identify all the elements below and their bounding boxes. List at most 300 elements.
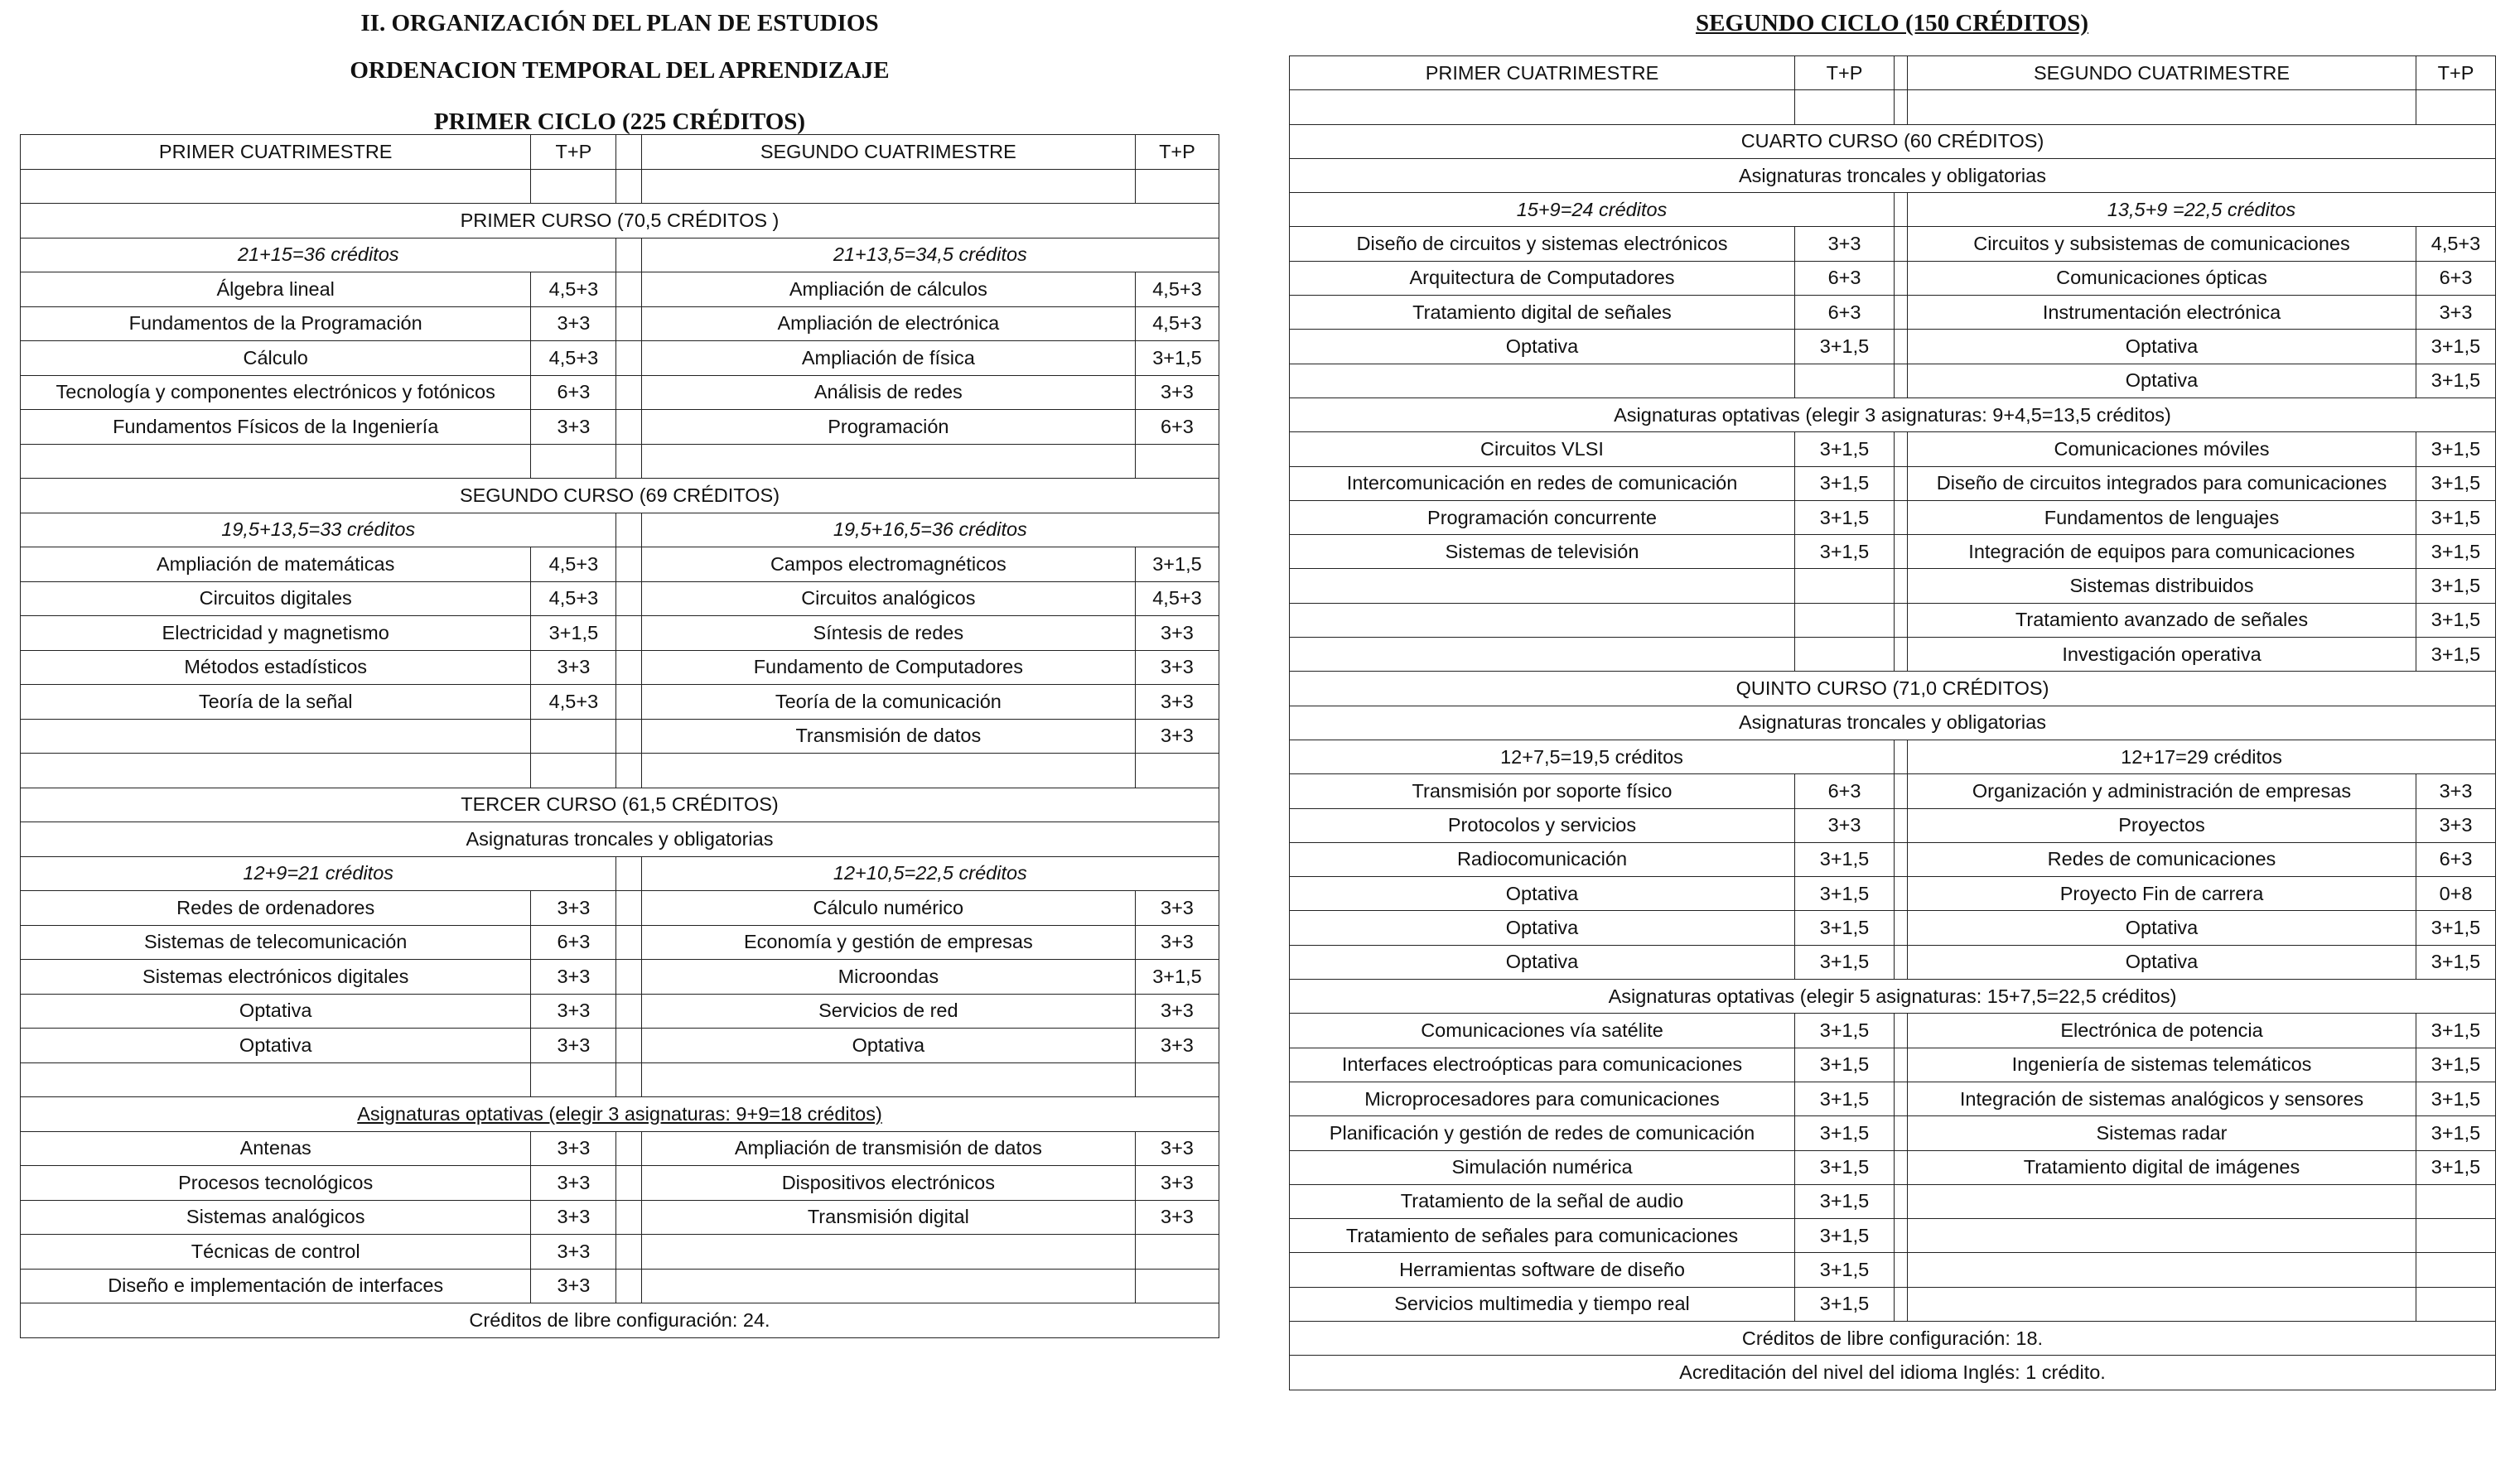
spacer-cell (1895, 1014, 1908, 1048)
section-row (1290, 1356, 2496, 1390)
subject-name (1908, 1219, 2416, 1253)
table-row (21, 1029, 1219, 1063)
subject-name: Economía y gestión de empresas (641, 925, 1135, 960)
subject-name: Arquitectura de Computadores (1290, 261, 1795, 295)
credits-row (1290, 740, 2496, 773)
subject-name: Proyectos (1908, 808, 2416, 842)
subject-name: Microondas (641, 960, 1135, 995)
table-row (21, 650, 1219, 685)
subject-hours: 3+1,5 (1795, 535, 1895, 569)
subject-hours (1795, 638, 1895, 672)
spacer-cell (616, 856, 641, 891)
subject-name: Ampliación de transmisión de datos (641, 1131, 1135, 1166)
table-row (1290, 877, 2496, 911)
spacer-cell (616, 650, 641, 685)
spacer-cell (1895, 466, 1908, 500)
spacer-cell (616, 719, 641, 754)
subject-name (1908, 1184, 2416, 1218)
spacer-cell (1895, 842, 1908, 876)
table-row (21, 1200, 1219, 1235)
spacer-cell (1895, 1048, 1908, 1082)
empty-cell (616, 169, 641, 204)
subject-name: Servicios multimedia y tiempo real (1290, 1287, 1795, 1321)
spacer-cell (1895, 193, 1908, 227)
subject-hours: 3+3 (1135, 375, 1219, 410)
subject-hours: 3+3 (1135, 719, 1219, 754)
subject-name (1290, 364, 1795, 398)
subject-name: Integración de equipos para comunicaciones (1908, 535, 2416, 569)
spacer-cell (616, 1029, 641, 1063)
column-header-row (21, 135, 1219, 170)
subject-hours (1135, 444, 1219, 479)
subject-name: Radiocomunicación (1290, 842, 1795, 876)
subject-hours: 3+3 (1135, 1200, 1219, 1235)
table-row (21, 891, 1219, 926)
table-row (1290, 603, 2496, 637)
subject-name: Circuitos digitales (21, 581, 531, 616)
subject-hours: 3+1,5 (1795, 1150, 1895, 1184)
spacer-cell (616, 341, 641, 376)
subject-name: Intercomunicación en redes de comunicación (1290, 466, 1795, 500)
subject-name: Síntesis de redes (641, 616, 1135, 651)
subject-name (1290, 638, 1795, 672)
subject-hours: 3+3 (1135, 650, 1219, 685)
credits-label: 19,5+16,5=36 créditos (641, 513, 1219, 547)
subject-hours: 4,5+3 (1135, 272, 1219, 307)
subject-hours: 3+1,5 (1795, 466, 1895, 500)
subject-hours: 3+1,5 (531, 616, 616, 651)
spacer-cell (1895, 364, 1908, 398)
subject-name (641, 1235, 1135, 1270)
spacer-cell (616, 960, 641, 995)
subject-hours: 6+3 (1795, 261, 1895, 295)
spacer-cell (1895, 432, 1908, 466)
subject-name: Teoría de la comunicación (641, 685, 1135, 720)
spacer-cell (616, 754, 641, 788)
subject-hours: 3+1,5 (2416, 1116, 2496, 1150)
spacer-cell (616, 1131, 641, 1166)
subject-hours: 6+3 (1135, 410, 1219, 445)
subject-name: Sistemas analógicos (21, 1200, 531, 1235)
subject-hours: 3+3 (2416, 774, 2496, 808)
subject-hours: 3+1,5 (1795, 1287, 1895, 1321)
subject-name: Transmisión digital (641, 1200, 1135, 1235)
section-label: Asignaturas troncales y obligatorias (1290, 158, 2496, 192)
spacer-cell (1895, 1150, 1908, 1184)
table-row (21, 1269, 1219, 1303)
subject-name: Sistemas radar (1908, 1116, 2416, 1150)
table-row (1290, 296, 2496, 330)
subject-hours: 3+3 (531, 1200, 616, 1235)
section-row (21, 1303, 1219, 1338)
section-label: CUARTO CURSO (60 CRÉDITOS) (1290, 124, 2496, 158)
subject-name: Instrumentación electrónica (1908, 296, 2416, 330)
subject-name: Servicios de red (641, 994, 1135, 1029)
subject-name: Procesos tecnológicos (21, 1166, 531, 1201)
table-row (1290, 500, 2496, 534)
subject-hours: 3+1,5 (1795, 1184, 1895, 1218)
subject-hours: 3+1,5 (2416, 569, 2496, 603)
subject-hours: 3+1,5 (1795, 1116, 1895, 1150)
subject-name (21, 719, 531, 754)
section-row (1290, 980, 2496, 1014)
table-row (1290, 330, 2496, 364)
spacer-cell (616, 135, 641, 170)
subject-name (1290, 603, 1795, 637)
section-row (21, 788, 1219, 822)
credits-label: 21+15=36 créditos (21, 238, 616, 272)
credits-label: 13,5+9 =22,5 créditos (1908, 193, 2496, 227)
subject-hours: 3+3 (1135, 1131, 1219, 1166)
subject-hours: 3+1,5 (2416, 1014, 2496, 1048)
subject-name: Fundamentos de la Programación (21, 306, 531, 341)
subject-hours: 3+1,5 (1795, 432, 1895, 466)
empty-cell (1290, 90, 1795, 124)
table-row (1290, 1184, 2496, 1218)
subject-name: Interfaces electroópticas para comunicaciones (1290, 1048, 1795, 1082)
spacer-cell (1895, 1184, 1908, 1218)
subject-name: Optativa (1908, 945, 2416, 979)
spacer-cell (616, 238, 641, 272)
subject-name: Teoría de la señal (21, 685, 531, 720)
table-row (21, 685, 1219, 720)
empty-cell (2416, 90, 2496, 124)
spacer-cell (616, 1166, 641, 1201)
subject-name: Circuitos VLSI (1290, 432, 1795, 466)
subject-hours: 3+1,5 (2416, 535, 2496, 569)
subject-name (641, 444, 1135, 479)
table-row (1290, 1014, 2496, 1048)
subject-name: Planificación y gestión de redes de comunicación (1290, 1116, 1795, 1150)
subject-hours: 3+3 (531, 410, 616, 445)
subject-hours: 3+3 (1135, 994, 1219, 1029)
subject-name (1908, 1253, 2416, 1287)
subject-name: Tratamiento de señales para comunicaciones (1290, 1219, 1795, 1253)
subject-hours: 3+3 (531, 994, 616, 1029)
subject-name: Redes de ordenadores (21, 891, 531, 926)
subject-hours (1135, 1269, 1219, 1303)
subject-name: Diseño de circuitos y sistemas electrónicos (1290, 227, 1795, 261)
subject-hours: 4,5+3 (531, 547, 616, 582)
table-row (21, 1235, 1219, 1270)
subject-hours: 3+3 (531, 960, 616, 995)
subject-hours (2416, 1287, 2496, 1321)
subject-name: Sistemas electrónicos digitales (21, 960, 531, 995)
table-row (1290, 1219, 2496, 1253)
subject-hours: 3+1,5 (1795, 500, 1895, 534)
subject-hours: 6+3 (531, 375, 616, 410)
empty-cell (616, 1062, 641, 1097)
subject-hours: 3+1,5 (1795, 1082, 1895, 1115)
subject-name: Optativa (21, 1029, 531, 1063)
credits-row (21, 238, 1219, 272)
empty-cell (1135, 1062, 1219, 1097)
table-row (21, 754, 1219, 788)
spacer-cell (1895, 740, 1908, 773)
subject-name: Análisis de redes (641, 375, 1135, 410)
table-row (21, 410, 1219, 445)
subject-hours: 6+3 (1795, 774, 1895, 808)
table-row (1290, 911, 2496, 945)
spacer-cell (1895, 945, 1908, 979)
table-row (21, 994, 1219, 1029)
table-row (21, 1131, 1219, 1166)
subject-name (21, 754, 531, 788)
subject-hours: 3+1,5 (2416, 945, 2496, 979)
subject-name: Optativa (1908, 330, 2416, 364)
subject-name: Cálculo (21, 341, 531, 376)
subject-name: Investigación operativa (1908, 638, 2416, 672)
spacer-cell (1895, 1253, 1908, 1287)
table-row (21, 341, 1219, 376)
subject-hours: 3+1,5 (1795, 911, 1895, 945)
section-row (1290, 672, 2496, 706)
subject-name: Sistemas de telecomunicación (21, 925, 531, 960)
subject-name (1908, 1287, 2416, 1321)
spacer-cell (1895, 1219, 1908, 1253)
subject-name: Fundamentos Físicos de la Ingeniería (21, 410, 531, 445)
spacer-cell (616, 306, 641, 341)
subject-hours: 3+1,5 (2416, 466, 2496, 500)
subject-name: Optativa (1290, 330, 1795, 364)
spacer-cell (1895, 1287, 1908, 1321)
section-row (21, 479, 1219, 513)
spacer-cell (1895, 227, 1908, 261)
credits-label: 12+17=29 créditos (1908, 740, 2496, 773)
subject-name: Álgebra lineal (21, 272, 531, 307)
subject-name: Optativa (1290, 945, 1795, 979)
table-row (1290, 774, 2496, 808)
subject-hours: 6+3 (1795, 296, 1895, 330)
first-cycle-table (20, 134, 1219, 1338)
subject-hours: 3+3 (531, 1235, 616, 1270)
subject-name (641, 754, 1135, 788)
table-row (21, 581, 1219, 616)
subject-hours: 3+1,5 (1135, 547, 1219, 582)
column-header: SEGUNDO CUATRIMESTRE (641, 135, 1135, 170)
table-row (1290, 1150, 2496, 1184)
subject-name: Optativa (1908, 364, 2416, 398)
cycle-heading: SEGUNDO CICLO (150 CRÉDITOS) (1695, 10, 2088, 36)
subject-hours: 3+1,5 (1795, 877, 1895, 911)
subject-hours (2416, 1184, 2496, 1218)
table-row (1290, 1253, 2496, 1287)
section-label: Asignaturas optativas (elegir 3 asignaturas: 9+4,5=13,5 créditos) (1290, 398, 2496, 431)
subject-hours: 3+1,5 (2416, 500, 2496, 534)
subject-name: Tratamiento avanzado de señales (1908, 603, 2416, 637)
section-label: SEGUNDO CURSO (69 CRÉDITOS) (21, 479, 1219, 513)
column-header: T+P (1135, 135, 1219, 170)
subject-hours: 3+3 (531, 1269, 616, 1303)
subject-hours: 3+1,5 (2416, 432, 2496, 466)
subject-hours (531, 754, 616, 788)
subject-name: Herramientas software de diseño (1290, 1253, 1795, 1287)
spacer-cell (616, 547, 641, 582)
subject-hours: 3+3 (1135, 925, 1219, 960)
subject-hours: 3+1,5 (1795, 1219, 1895, 1253)
spacer-cell (616, 1200, 641, 1235)
credits-label: 19,5+13,5=33 créditos (21, 513, 616, 547)
spacer-cell (1895, 330, 1908, 364)
credits-row (1290, 193, 2496, 227)
credits-label: 21+13,5=34,5 créditos (641, 238, 1219, 272)
empty-cell (21, 1062, 531, 1097)
section-row (1290, 398, 2496, 431)
section-row (1290, 1321, 2496, 1355)
spacer-cell (1895, 808, 1908, 842)
column-header-row (1290, 56, 2496, 90)
subject-name: Campos electromagnéticos (641, 547, 1135, 582)
cycle-heading: PRIMER CICLO (225 CRÉDITOS) (433, 108, 806, 135)
spacer-cell (616, 375, 641, 410)
table-row (1290, 1082, 2496, 1115)
spacer-cell (616, 513, 641, 547)
subject-hours: 3+1,5 (2416, 1150, 2496, 1184)
table-row (21, 925, 1219, 960)
blank-row (21, 1062, 1219, 1097)
spacer-cell (1895, 569, 1908, 603)
spacer-cell (1895, 1116, 1908, 1150)
subject-name: Comunicaciones ópticas (1908, 261, 2416, 295)
subject-hours: 4,5+3 (531, 685, 616, 720)
subject-name: Fundamentos de lenguajes (1908, 500, 2416, 534)
table-row (1290, 1116, 2496, 1150)
section-label: Créditos de libre configuración: 18. (1290, 1321, 2496, 1355)
empty-cell (1895, 90, 1908, 124)
spacer-cell (1895, 535, 1908, 569)
table-row (1290, 466, 2496, 500)
subject-hours (531, 444, 616, 479)
section-label: PRIMER CURSO (70,5 CRÉDITOS ) (21, 204, 1219, 238)
spacer-cell (616, 444, 641, 479)
table-row (21, 616, 1219, 651)
table-row (21, 719, 1219, 754)
table-row (21, 547, 1219, 582)
subject-name: Comunicaciones vía satélite (1290, 1014, 1795, 1048)
section-row (1290, 124, 2496, 158)
subject-name: Técnicas de control (21, 1235, 531, 1270)
spacer-cell (1895, 261, 1908, 295)
table-row (1290, 364, 2496, 398)
section-label: TERCER CURSO (61,5 CRÉDITOS) (21, 788, 1219, 822)
empty-cell (641, 169, 1135, 204)
subject-hours: 3+3 (531, 650, 616, 685)
column-header: T+P (2416, 56, 2496, 90)
column-header: T+P (531, 135, 616, 170)
empty-cell (531, 169, 616, 204)
spacer-cell (616, 925, 641, 960)
subject-hours (1795, 364, 1895, 398)
spacer-cell (616, 994, 641, 1029)
subject-name: Transmisión por soporte físico (1290, 774, 1795, 808)
section-row (1290, 158, 2496, 192)
subject-name (1290, 569, 1795, 603)
subject-name: Ampliación de matemáticas (21, 547, 531, 582)
subject-hours: 3+1,5 (2416, 911, 2496, 945)
subject-hours: 3+1,5 (2416, 364, 2496, 398)
subject-hours: 3+1,5 (1795, 1014, 1895, 1048)
subject-name: Optativa (641, 1029, 1135, 1063)
subject-hours: 3+3 (1135, 616, 1219, 651)
subject-name (641, 1269, 1135, 1303)
spacer-cell (1895, 296, 1908, 330)
spacer-cell (616, 272, 641, 307)
subject-hours: 3+3 (531, 891, 616, 926)
spacer-cell (616, 581, 641, 616)
subject-name: Cálculo numérico (641, 891, 1135, 926)
credits-label: 12+9=21 créditos (21, 856, 616, 891)
section-row (21, 822, 1219, 857)
credits-label: 15+9=24 créditos (1290, 193, 1895, 227)
section-row (21, 204, 1219, 238)
subject-name: Protocolos y servicios (1290, 808, 1795, 842)
subject-name: Diseño e implementación de interfaces (21, 1269, 531, 1303)
subject-hours: 3+3 (531, 1131, 616, 1166)
credits-row (21, 856, 1219, 891)
subject-hours: 3+1,5 (2416, 1082, 2496, 1115)
subject-name: Ingeniería de sistemas telemáticos (1908, 1048, 2416, 1082)
subject-hours: 4,5+3 (2416, 227, 2496, 261)
subject-hours (531, 719, 616, 754)
credits-label: 12+10,5=22,5 créditos (641, 856, 1219, 891)
credits-label: 12+7,5=19,5 créditos (1290, 740, 1895, 773)
empty-cell (1908, 90, 2416, 124)
subject-name: Ampliación de cálculos (641, 272, 1135, 307)
subject-hours: 0+8 (2416, 877, 2496, 911)
subject-hours: 4,5+3 (1135, 581, 1219, 616)
subject-name: Circuitos y subsistemas de comunicaciones (1908, 227, 2416, 261)
credits-row (21, 513, 1219, 547)
table-row (1290, 432, 2496, 466)
subject-name: Optativa (21, 994, 531, 1029)
subject-name: Simulación numérica (1290, 1150, 1795, 1184)
spacer-cell (1895, 500, 1908, 534)
column-header: T+P (1795, 56, 1895, 90)
spacer-cell (616, 891, 641, 926)
subject-name: Electricidad y magnetismo (21, 616, 531, 651)
subject-name: Optativa (1290, 877, 1795, 911)
section-label: Asignaturas optativas (elegir 5 asignaturas: 15+7,5=22,5 créditos) (1290, 980, 2496, 1014)
subject-name: Tratamiento de la señal de audio (1290, 1184, 1795, 1218)
column-header: SEGUNDO CUATRIMESTRE (1908, 56, 2416, 90)
subject-name: Ampliación de electrónica (641, 306, 1135, 341)
empty-cell (1795, 90, 1895, 124)
column-header: PRIMER CUATRIMESTRE (21, 135, 531, 170)
subject-hours: 6+3 (531, 925, 616, 960)
subject-hours (2416, 1253, 2496, 1287)
subject-name: Integración de sistemas analógicos y sensores (1908, 1082, 2416, 1115)
subject-hours: 3+1,5 (1795, 1253, 1895, 1287)
table-row (1290, 261, 2496, 295)
subject-hours: 3+3 (531, 306, 616, 341)
subject-name: Optativa (1290, 911, 1795, 945)
subject-name: Redes de comunicaciones (1908, 842, 2416, 876)
spacer-cell (1895, 56, 1908, 90)
empty-cell (531, 1062, 616, 1097)
subject-name: Microprocesadores para comunicaciones (1290, 1082, 1795, 1115)
subject-hours: 4,5+3 (531, 272, 616, 307)
spacer-cell (616, 1235, 641, 1270)
spacer-cell (616, 1269, 641, 1303)
subject-name: Métodos estadísticos (21, 650, 531, 685)
empty-cell (1135, 169, 1219, 204)
section-heading: II. ORGANIZACIÓN DEL PLAN DE ESTUDIOS (360, 10, 879, 36)
subject-hours (1795, 603, 1895, 637)
subject-name: Tratamiento digital de imágenes (1908, 1150, 2416, 1184)
subject-name: Comunicaciones móviles (1908, 432, 2416, 466)
subject-hours: 3+3 (1135, 1029, 1219, 1063)
spacer-cell (1895, 603, 1908, 637)
